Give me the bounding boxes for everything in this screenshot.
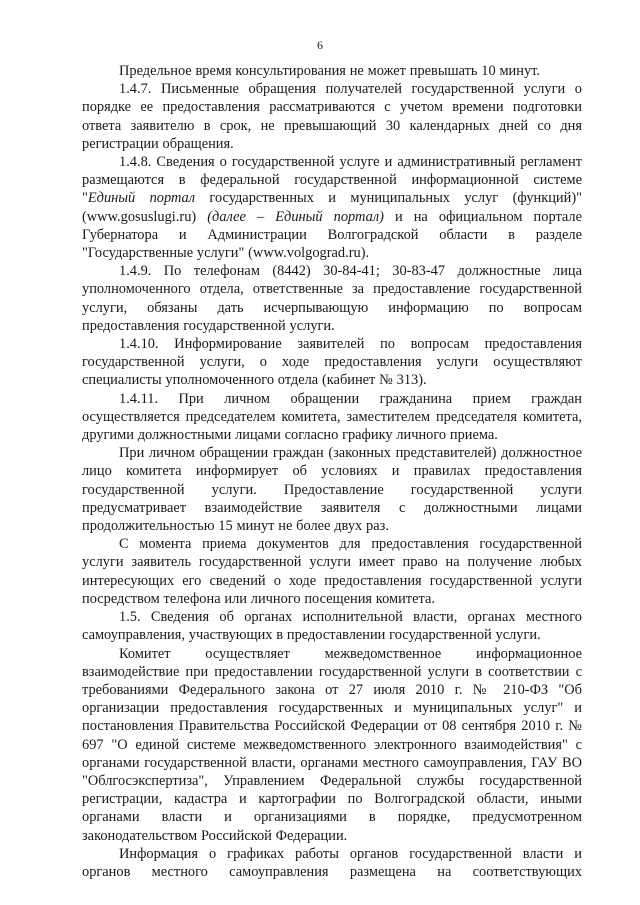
italic-text: (далее – Единый портал): [207, 208, 384, 225]
page-number: 6: [317, 38, 323, 52]
paragraph: [82, 535, 582, 608]
paragraph: [82, 645, 582, 845]
paragraph: [82, 80, 582, 153]
paragraph: [82, 444, 582, 535]
paragraph: [82, 262, 582, 335]
paragraph-text: 1.4.11. При личном обращении гражданина прием граждан осуществляется председателем комитета, заместителем председателя комитета, другими должностными лицами согласно графику личного приема.: [82, 390, 582, 444]
paragraph-text: 1.4.9. По телефонам (8442) 30-84-41; 30-83-47 должностные лица уполномоченного отдела, ответственные за предоставление государственной услуги, обязаны дать исчерпывающую информацию по вопросам предоставления государственной услуги.: [82, 263, 582, 334]
paragraph: [82, 390, 582, 445]
paragraph-text: 1.4.10. Информирование заявителей по вопросам предоставления государственной услуги, о ходе предоставления услуги осуществляют специалисты уполномоченного отдела (кабинет № 313).: [82, 336, 582, 389]
paragraph: [82, 62, 582, 80]
paragraph-text: 1.5. Сведения об органах исполнительной власти, органах местного самоуправления, участвующих в предоставлении государственной услуги.: [82, 609, 582, 644]
italic-text: Единый портал: [87, 190, 196, 207]
paragraph-text: Информация о графиках работы органов государственной власти и органов местного самоуправления размещена на соответствующих: [82, 845, 582, 880]
paragraph-text: Предельное время консультирования не может превышать 10 минут.: [119, 63, 540, 79]
paragraph-text: и на официальном портале Губернатора и Администрации Волгоградской области в разделе "Государственные услуги" (www.volgograd.ru).: [82, 208, 582, 262]
paragraph-text: При личном обращении граждан (законных представителей) должностное лицо комитета информирует об условиях и правилах предоставления государственной услуги. Предоставление государственной услуги предусматривает взаимодействие заявителя с должностными лицами продолжительностью 15 минут не более двух раз.: [82, 445, 582, 535]
paragraph-text: С момента приема документов для предоставления государственной услуги заявитель государственной услуги имеет право на получение любых интересующих его сведений о ходе предоставления государственной услуги посредством телефона или личного посещения комитета.: [82, 536, 582, 607]
paragraph: [82, 608, 582, 644]
paragraph-text: государственных и муниципальных услуг (функций)" (www.gosuslugi.ru): [82, 190, 582, 225]
paragraph-text: 1.4.8. Сведения о государственной услуге и административный регламент размещаются в федеральной государственной информационной системе ": [82, 154, 582, 207]
paragraph: [82, 845, 582, 881]
paragraph: [82, 335, 582, 390]
paragraph-text: Комитет осуществляет межведомственное информационное взаимодействие при предоставлении государственной услуги в соответствии с требованиями Федерального закона от 27 июля 2010 г. № 210-ФЗ "Об организации предоставления государственных и муниципальных услуг" и постановления Правительства Российской Федерации от 08 сентября 2010 г. № 697 "О единой системе межведомственного электронного взаимодействия" с органами государственной власти, органами местного самоуправления, ГАУ ВО "Облгосэкспертиза", Управлением Федеральной службы государственной регистрации, кадастра и картографии по Волгоградской области, иными органами власти и организациями в порядке, предусмотренном законодательством Российской Федерации.: [82, 645, 582, 844]
paragraph: [82, 153, 582, 262]
paragraph-text: 1.4.7. Письменные обращения получателей государственной услуги о порядке ее предоставления рассматриваются с учетом времени подготовки ответа заявителю в срок, не превышающий 30 календарных дней со дня регистрации обращения.: [82, 81, 582, 152]
document-body: [82, 62, 582, 881]
